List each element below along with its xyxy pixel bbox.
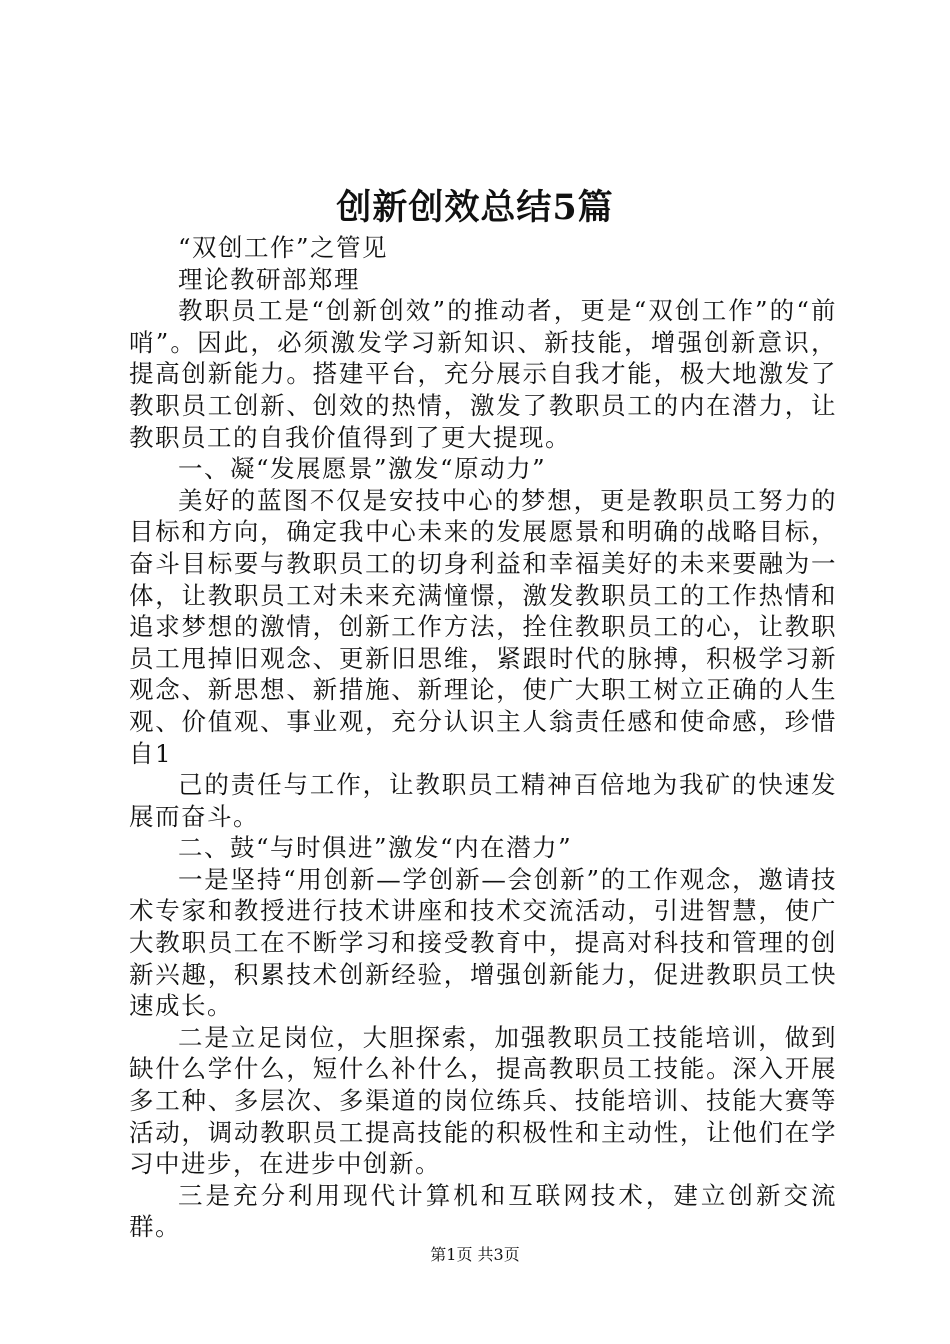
paragraph: 一是坚持“用创新—学创新—会创新”的工作观念，邀请技术专家和教授进行技术讲座和技术交流活动，引进智慧，使广大教职员工在不断学习和接受教育中，提高对科技和管理的创新兴趣，积累技术创新经验，增强创新能力，促进教职员工快速成长。 [129,864,837,1021]
paragraph: 三是充分利用现代计算机和互联网技术，建立创新交流群。 [129,1180,837,1242]
page-footer: 第1页 共3页 [430,1245,520,1264]
document-title: 创新创效总结5篇 [336,187,614,228]
document-body [129,232,837,1243]
section-heading: 一、凝“发展愿景”激发“原动力” [178,454,547,484]
section-heading: 二、鼓“与时俱进”激发“内在潜力” [178,833,573,863]
paragraph: 美好的蓝图不仅是安技中心的梦想，更是教职员工努力的目标和方向，确定我中心未来的发展愿景和明确的战略目标，奋斗目标要与教职员工的切身利益和幸福美好的未来要融为一体，让教职员工对未来充满憧憬，激发教职员工的工作热情和追求梦想的激情，创新工作方法，拴住教职员工的心，让教职员工甩掉旧观念、更新旧思维，紧跟时代的脉搏，积极学习新观念、新思想、新措施、新理论，使广大职工树立正确的人生观、价值观、事业观，充分认识主人翁责任感和使命感，珍惜自1 [129,485,837,768]
paragraph-author: 理论教研部郑理 [178,264,360,294]
paragraph: 二是立足岗位，大胆探索，加强教职员工技能培训，做到缺什么学什么，短什么补什么，提高教职员工技能。深入开展多工种、多层次、多渠道的岗位练兵、技能培训、技能大赛等活动，调动教职员工提高技能的积极性和主动性，让他们在学习中进步，在进步中创新。 [129,1022,837,1179]
paragraph-subtitle: “双创工作”之管见 [178,233,389,262]
paragraph: 教职员工是“创新创效”的推动者，更是“双创工作”的“前哨”。因此，必须激发学习新知识、新技能，增强创新意识，提高创新能力。搭建平台，充分展示自我才能，极大地激发了教职员工创新、创效的热情，激发了教职员工的内在潜力，让教职员工的自我价值得到了更大提现。 [129,296,837,452]
paragraph: 己的责任与工作，让教职员工精神百倍地为我矿的快速发展而奋斗。 [129,770,837,831]
